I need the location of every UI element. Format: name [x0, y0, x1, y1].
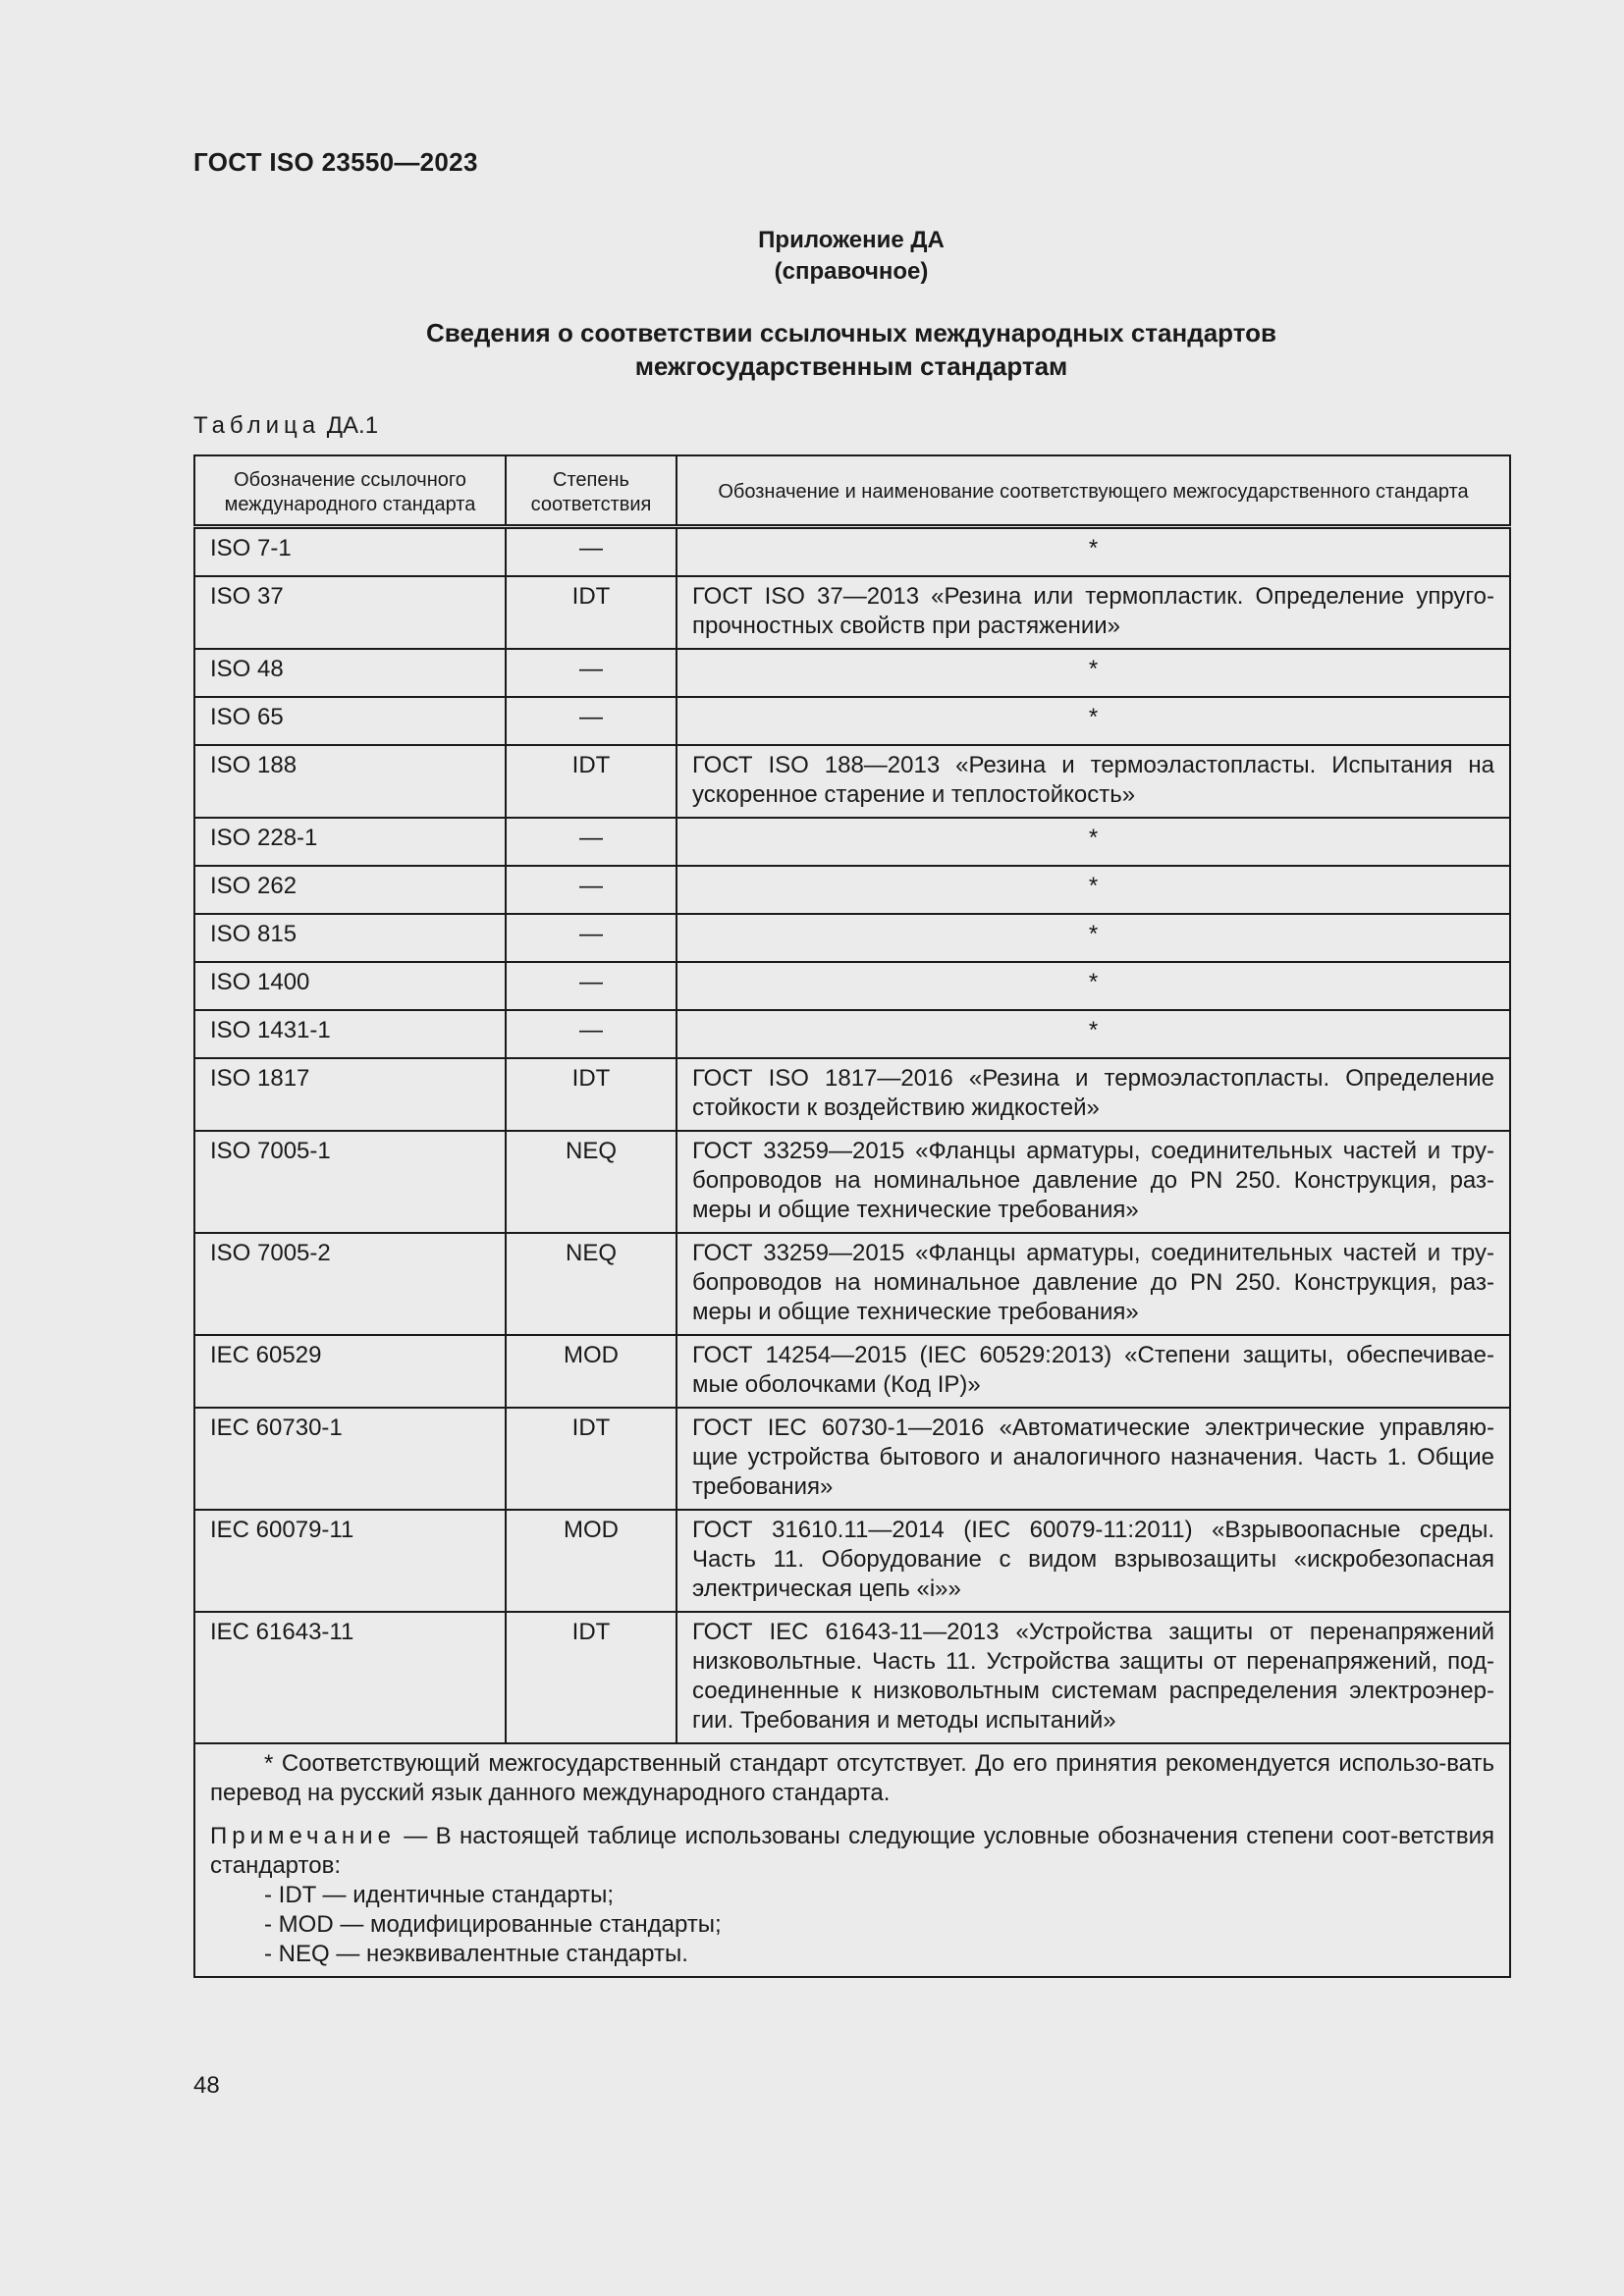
table-row — [194, 1010, 1510, 1058]
cell-conformity-degree: MOD — [506, 1510, 677, 1612]
cell-reference-standard: ISO 48 — [194, 649, 506, 697]
table-row — [194, 745, 1510, 818]
section-heading-line-1: Сведения о соответствии ссылочных международных стандартов — [426, 318, 1276, 347]
cell-reference-standard: ISO 1400 — [194, 962, 506, 1010]
cell-conformity-degree: — — [506, 1010, 677, 1058]
cell-conformity-degree: — — [506, 866, 677, 914]
cell-interstate-standard: ГОСТ ISO 37—2013 «Резина или термопластик. Определение упруго-прочностных свойств при растяжении» — [677, 576, 1510, 649]
table-row — [194, 866, 1510, 914]
table-notes-cell — [194, 1743, 1510, 1977]
section-heading-line-2: межгосударственным стандартам — [634, 351, 1068, 381]
cell-reference-standard: IEC 60079-11 — [194, 1510, 506, 1612]
table-row — [194, 1058, 1510, 1131]
table-row — [194, 527, 1510, 577]
cell-reference-standard: ISO 815 — [194, 914, 506, 962]
cell-reference-standard: ISO 37 — [194, 576, 506, 649]
cell-conformity-degree: MOD — [506, 1335, 677, 1408]
table-row — [194, 1131, 1510, 1233]
table-body — [194, 527, 1510, 1744]
cell-conformity-degree: — — [506, 697, 677, 745]
note-list-item: - IDT — идентичные стандарты; — [264, 1882, 615, 1908]
table-row — [194, 1510, 1510, 1612]
cell-interstate-standard: * — [677, 527, 1510, 577]
section-heading — [193, 316, 1509, 383]
table-row — [194, 914, 1510, 962]
cell-reference-standard: ISO 262 — [194, 866, 506, 914]
cell-interstate-standard: * — [677, 962, 1510, 1010]
cell-interstate-standard: * — [677, 818, 1510, 866]
table-footnote: * Соответствующий межгосударственный стандарт отсутствует. До его принятия рекомендуется использо-вать перевод на русский язык данного международного стандарта. — [210, 1750, 1494, 1806]
cell-interstate-standard: ГОСТ 14254—2015 (IEC 60529:2013) «Степени защиты, обеспечивае-мые оболочками (Код IP)» — [677, 1335, 1510, 1408]
table-caption-id: ДА.1 — [326, 412, 379, 439]
table-notes-row — [194, 1743, 1510, 1977]
appendix-title: Приложение ДА — [758, 227, 945, 253]
cell-interstate-standard: ГОСТ 31610.11—2014 (IEC 60079-11:2011) «Взрывоопасные среды. Часть 11. Оборудование с видом взрывозащиты «искробезопасная электрическая цепь «i»» — [677, 1510, 1510, 1612]
table-caption — [193, 412, 378, 440]
cell-interstate-standard: * — [677, 697, 1510, 745]
document-id-header: ГОСТ ISO 23550—2023 — [193, 147, 478, 177]
column-header-ref: Обозначение ссылочного международного стандарта — [194, 455, 506, 527]
cell-conformity-degree: NEQ — [506, 1233, 677, 1335]
table-row — [194, 1408, 1510, 1510]
cell-conformity-degree: IDT — [506, 576, 677, 649]
table-row — [194, 1612, 1510, 1743]
cell-reference-standard: IEC 60529 — [194, 1335, 506, 1408]
cell-interstate-standard: * — [677, 866, 1510, 914]
table-row — [194, 962, 1510, 1010]
cell-conformity-degree: IDT — [506, 1612, 677, 1743]
cell-interstate-standard: * — [677, 914, 1510, 962]
cell-conformity-degree: IDT — [506, 1408, 677, 1510]
note-list — [210, 1881, 1494, 1969]
cell-conformity-degree: — — [506, 649, 677, 697]
cell-interstate-standard: ГОСТ ISO 188—2013 «Резина и термоэластопласты. Испытания на ускоренное старение и теплостойкость» — [677, 745, 1510, 818]
cell-reference-standard: ISO 7-1 — [194, 527, 506, 577]
cell-conformity-degree: — — [506, 962, 677, 1010]
cell-interstate-standard: * — [677, 649, 1510, 697]
cell-reference-standard: ISO 188 — [194, 745, 506, 818]
cell-reference-standard: ISO 65 — [194, 697, 506, 745]
cell-reference-standard: IEC 60730-1 — [194, 1408, 506, 1510]
cell-conformity-degree: — — [506, 818, 677, 866]
cell-interstate-standard: ГОСТ 33259—2015 «Фланцы арматуры, соединительных частей и тру-бопроводов на номинальное давление до PN 250. Конструкция, раз-меры и общие технические требования» — [677, 1233, 1510, 1335]
cell-reference-standard: ISO 7005-1 — [194, 1131, 506, 1233]
table-row — [194, 576, 1510, 649]
cell-conformity-degree: — — [506, 527, 677, 577]
appendix-subtitle: (справочное) — [774, 258, 929, 285]
cell-reference-standard: ISO 1431-1 — [194, 1010, 506, 1058]
table-row — [194, 697, 1510, 745]
cell-conformity-degree: NEQ — [506, 1131, 677, 1233]
note-label: Примечание — [210, 1823, 396, 1849]
column-header-gost: Обозначение и наименование соответствующего межгосударственного стандарта — [677, 455, 1510, 527]
cell-interstate-standard: ГОСТ IEC 60730-1—2016 «Автоматические электрические управляю-щие устройства бытового и аналогичного назначения. Часть 1. Общие требования» — [677, 1408, 1510, 1510]
cell-reference-standard: IEC 61643-11 — [194, 1612, 506, 1743]
note-text: — В настоящей таблице использованы следующие условные обозначения степени соот-ветствия стандартов: — [210, 1823, 1495, 1879]
cell-interstate-standard: ГОСТ IEC 61643-11—2013 «Устройства защиты от перенапряжений низковольтные. Часть 11. Устройства защиты от перенапряжений, под-соединенные к низковольтным системам распределения электроэнер-гии. Требования и методы испытаний» — [677, 1612, 1510, 1743]
table-row — [194, 1233, 1510, 1335]
table-caption-word: Таблица — [193, 412, 321, 439]
cell-interstate-standard: ГОСТ ISO 1817—2016 «Резина и термоэластопласты. Определение стойкости к воздействию жидкостей» — [677, 1058, 1510, 1131]
cell-reference-standard: ISO 7005-2 — [194, 1233, 506, 1335]
table-note — [210, 1822, 1494, 1881]
table-row — [194, 649, 1510, 697]
cell-conformity-degree: — — [506, 914, 677, 962]
cell-interstate-standard: ГОСТ 33259—2015 «Фланцы арматуры, соединительных частей и тру-бопроводов на номинальное давление до PN 250. Конструкция, раз-меры и общие технические требования» — [677, 1131, 1510, 1233]
cell-reference-standard: ISO 228-1 — [194, 818, 506, 866]
note-list-item: - MOD — модифицированные стандарты; — [264, 1911, 722, 1938]
cell-conformity-degree: IDT — [506, 1058, 677, 1131]
page-number: 48 — [193, 2072, 220, 2099]
table-header-row — [194, 455, 1510, 527]
table-row — [194, 1335, 1510, 1408]
column-header-degree: Степень соответствия — [506, 455, 677, 527]
cell-reference-standard: ISO 1817 — [194, 1058, 506, 1131]
cell-conformity-degree: IDT — [506, 745, 677, 818]
cell-interstate-standard: * — [677, 1010, 1510, 1058]
note-list-item: - NEQ — неэквивалентные стандарты. — [264, 1941, 688, 1967]
table-row — [194, 818, 1510, 866]
standards-table — [193, 454, 1511, 1978]
